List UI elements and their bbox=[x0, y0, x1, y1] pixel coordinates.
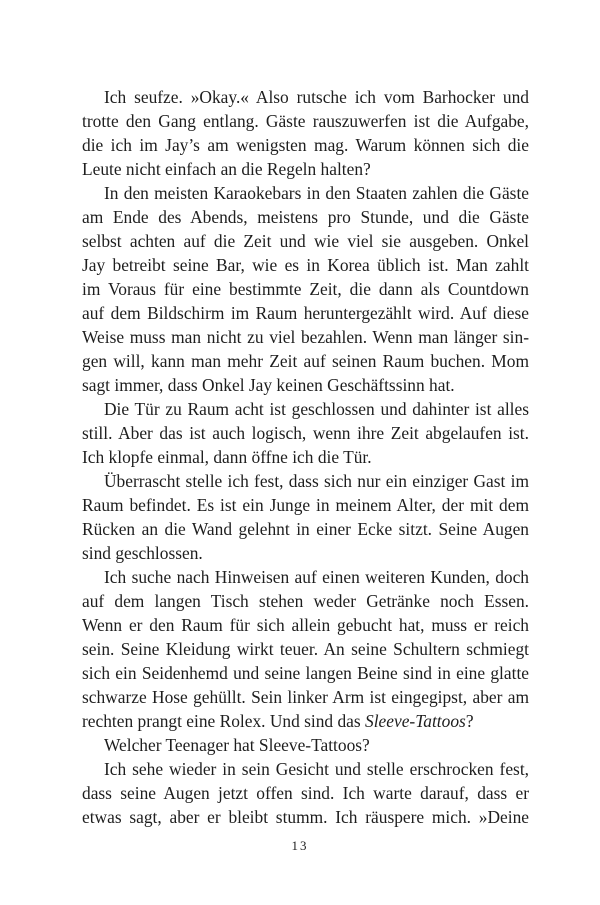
italic-text: Sleeve-Tattoos bbox=[365, 711, 466, 731]
text-line: Raum befindet. Es ist ein Junge in meinem Alter, der mit dem bbox=[82, 495, 529, 515]
text-line: etwas sagt, aber er bleibt stumm. Ich räuspere mich. »Deine bbox=[82, 807, 529, 827]
text-line: Jay betreibt seine Bar, wie es in Korea üblich ist. Man zahlt bbox=[82, 255, 529, 275]
text-line: schwarze Hose gehüllt. Sein linker Arm ist eingegipst, aber am bbox=[82, 687, 529, 707]
text-line: selbst achten auf die Zeit und wie viel sie ausgeben. Onkel bbox=[82, 231, 529, 251]
text-line: sich ein Seidenhemd und seine langen Beine sind in eine glatte bbox=[82, 663, 529, 683]
text-line: Weise muss man nicht zu viel bezahlen. Wenn man länger sin- bbox=[82, 327, 529, 347]
text-line: sagt immer, dass Onkel Jay keinen Geschäftssinn hat. bbox=[82, 375, 455, 395]
text-line: Ich sehe wieder in sein Gesicht und stelle erschrocken fest, bbox=[104, 759, 529, 779]
paragraph bbox=[82, 469, 529, 565]
text-line: dass seine Augen jetzt offen sind. Ich warte darauf, dass er bbox=[82, 783, 529, 803]
text-line: die ich im Jay’s am wenigsten mag. Warum können sich die bbox=[82, 135, 529, 155]
body-text bbox=[82, 85, 529, 829]
text-line: auf dem langen Tisch stehen weder Getränke noch Essen. bbox=[82, 591, 529, 611]
text-line: Die Tür zu Raum acht ist geschlossen und dahinter ist alles bbox=[104, 399, 529, 419]
text-line: still. Aber das ist auch logisch, wenn ihre Zeit abgelaufen ist. bbox=[82, 423, 529, 443]
text-line: im Voraus für eine bestimmte Zeit, die dann als Countdown bbox=[82, 279, 529, 299]
text-line: sein. Seine Kleidung wirkt teuer. An seine Schultern schmiegt bbox=[82, 639, 529, 659]
page-number: 13 bbox=[291, 838, 309, 853]
text-line: Ich seufze. »Okay.« Also rutsche ich vom Barhocker und bbox=[104, 87, 529, 107]
paragraph bbox=[82, 565, 529, 733]
text-line: Leute nicht einfach an die Regeln halten? bbox=[82, 159, 371, 179]
text-line bbox=[82, 709, 529, 733]
text-line: Überrascht stelle ich fest, dass sich nur ein einziger Gast im bbox=[104, 471, 529, 491]
text-line: am Ende des Abends, meistens pro Stunde, und die Gäste bbox=[82, 207, 529, 227]
text-segment: ? bbox=[465, 711, 474, 731]
paragraph bbox=[82, 85, 529, 181]
text-line: trotte den Gang entlang. Gäste rauszuwerfen ist die Aufgabe, bbox=[82, 111, 529, 131]
paragraph bbox=[82, 757, 529, 829]
text-line: In den meisten Karaokebars in den Staaten zahlen die Gäste bbox=[104, 183, 529, 203]
text-line: Rücken an die Wand gelehnt in einer Ecke sitzt. Seine Augen bbox=[82, 519, 529, 539]
text-line: Ich suche nach Hinweisen auf einen weiteren Kunden, doch bbox=[104, 567, 529, 587]
text-line: Ich klopfe einmal, dann öffne ich die Tür. bbox=[82, 447, 372, 467]
paragraph bbox=[82, 397, 529, 469]
text-line: auf dem Bildschirm im Raum heruntergezählt wird. Auf diese bbox=[82, 303, 529, 323]
paragraph bbox=[82, 733, 529, 757]
text-line: sind geschlossen. bbox=[82, 543, 203, 563]
text-segment: rechten prangt eine Rolex. Und sind das bbox=[82, 711, 366, 731]
text-line: Wenn er den Raum für sich allein gebucht hat, muss er reich bbox=[82, 615, 529, 635]
paragraph bbox=[82, 181, 529, 397]
text-line: gen will, kann man mehr Zeit auf seinen Raum buchen. Mom bbox=[82, 351, 529, 371]
text-line: Welcher Teenager hat Sleeve-Tattoos? bbox=[104, 735, 370, 755]
